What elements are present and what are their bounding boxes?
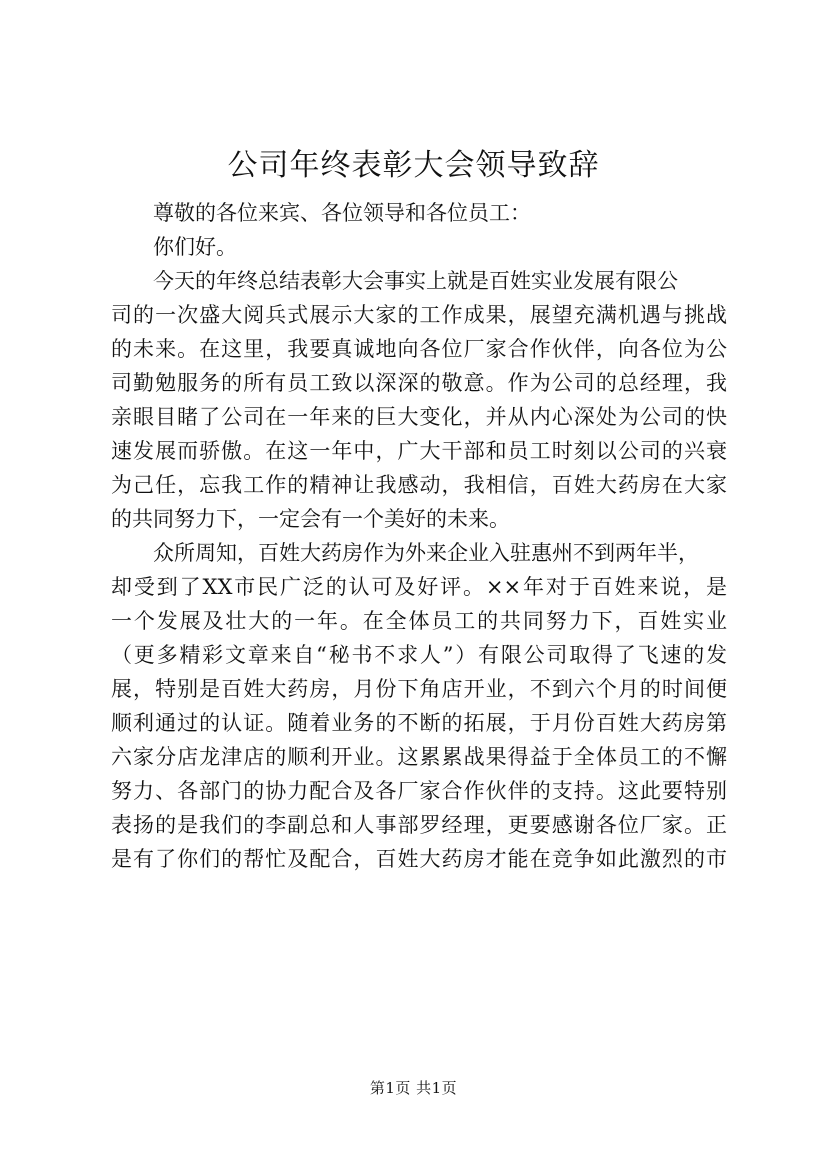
paragraph-2-line-1: 众所周知，百姓大药房作为外来企业入驻惠州不到两年半， (153, 541, 699, 565)
document-body (111, 196, 727, 876)
paragraph-2-line-8: 努力、各部门的协力配合及各厂家合作伙伴的支持。这此要特别 (111, 779, 727, 803)
paragraph-1-line-5: 亲眼目睹了公司在一年来的巨大变化，并从内心深处为公司的快 (111, 405, 727, 429)
page-footer: 第1页 共1页 (369, 1079, 458, 1097)
greeting-line: 你们好。 (153, 235, 237, 259)
paragraph-2-line-10: 是有了你们的帮忙及配合，百姓大药房才能在竞争如此激烈的市 (111, 847, 727, 871)
paragraph-1-line-2: 司的一次盛大阅兵式展示大家的工作成果，展望充满机遇与挑战 (111, 303, 727, 327)
paragraph-1-line-6: 速发展而骄傲。在这一年中，广大干部和员工时刻以公司的兴衰 (111, 439, 727, 463)
paragraph-1-line-3: 的未来。在这里，我要真诚地向各位厂家合作伙伴，向各位为公 (111, 337, 727, 361)
paragraph-1-line-1: 今天的年终总结表彰大会事实上就是百姓实业发展有限公 (153, 269, 678, 293)
paragraph-1-line-4: 司勤勉服务的所有员工致以深深的敬意。作为公司的总经理，我 (111, 371, 727, 395)
paragraph-2-line-3: 一个发展及壮大的一年。在全体员工的共同努力下，百姓实业 (111, 609, 727, 633)
paragraph-2-line-5: 展，特别是百姓大药房，月份下角店开业，不到六个月的时间便 (111, 677, 727, 701)
paragraph-2-line-9: 表扬的是我们的李副总和人事部罗经理，更要感谢各位厂家。正 (111, 813, 727, 837)
paragraph-2-line-4: （更多精彩文章来自“秘书不求人”）有限公司取得了飞速的发 (111, 643, 727, 667)
paragraph-1-line-7: 为己任，忘我工作的精神让我感动，我相信，百姓大药房在大家 (111, 473, 727, 497)
paragraph-2-line-6: 顺利通过的认证。随着业务的不断的拓展，于月份百姓大药房第 (111, 711, 727, 735)
paragraph-1-line-8: 的共同努力下，一定会有一个美好的未来。 (111, 507, 510, 531)
paragraph-2-line-7: 六家分店龙津店的顺利开业。这累累战果得益于全体员工的不懈 (111, 745, 727, 769)
salutation-line: 尊敬的各位来宾、各位领导和各位员工： (153, 201, 531, 225)
document-title: 公司年终表彰大会领导致辞 (227, 148, 600, 183)
paragraph-2-line-2: 却受到了XX市民广泛的认可及好评。××年对于百姓来说，是 (111, 575, 727, 599)
